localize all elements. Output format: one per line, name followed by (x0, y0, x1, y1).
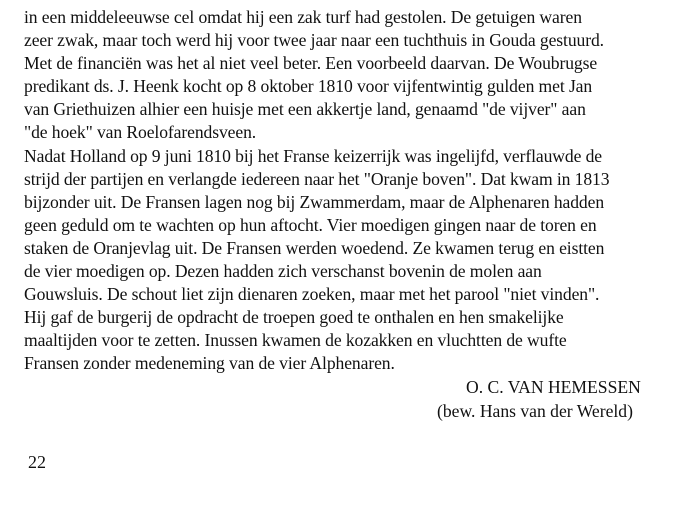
text-line: Fransen zonder medeneming van de vier Alphenaren. (24, 353, 395, 373)
text-line: in een middeleeuwse cel omdat hij een zak turf had gestolen. De getuigen waren (24, 7, 582, 27)
text-line: zeer zwak, maar toch werd hij voor twee jaar naar een tuchthuis in Gouda gestuurd. (24, 30, 604, 50)
editor-credit: (bew. Hans van der Wereld) (437, 401, 633, 421)
text-line: Gouwsluis. De schout liet zijn dienaren zoeken, maar met het parool "niet vinden". (24, 284, 600, 304)
page-number: 22 (28, 452, 46, 472)
author-signature: O. C. VAN HEMESSEN (466, 377, 641, 397)
text-line: de vier moedigen op. Dezen hadden zich verschanst bovenin de molen aan (24, 261, 542, 281)
text-line: Nadat Holland op 9 juni 1810 bij het Franse keizerrijk was ingelijfd, verflauwde de (24, 146, 602, 166)
text-line: van Griethuizen alhier een huisje met een akkertje land, genaamd "de vijver" aan (24, 99, 586, 119)
text-line: predikant ds. J. Heenk kocht op 8 oktober 1810 voor vijfentwintig gulden met Jan (24, 76, 593, 96)
text-line: maaltijden voor te zetten. Inussen kwamen de kozakken en vluchtten de wufte (24, 330, 567, 350)
text-line: staken de Oranjevlag uit. De Fransen werden woedend. Ze kwamen terug en eistten (24, 238, 605, 258)
text-line: Hij gaf de burgerij de opdracht de troepen goed te onthalen en hen smakelijke (24, 307, 564, 327)
text-line: strijd der partijen en verlangde iedereen naar het "Oranje boven". Dat kwam in 1813 (24, 169, 610, 189)
text-line: bijzonder uit. De Fransen lagen nog bij Zwammerdam, maar de Alphenaren hadden (24, 192, 605, 212)
text-line: Met de financiën was het al niet veel beter. Een voorbeeld daarvan. De Woubrugse (24, 53, 598, 73)
text-line: geen geduld om te wachten op hun aftocht. Vier moedigen gingen naar de toren en (24, 215, 597, 235)
text-line: "de hoek" van Roelofarendsveen. (24, 122, 257, 142)
